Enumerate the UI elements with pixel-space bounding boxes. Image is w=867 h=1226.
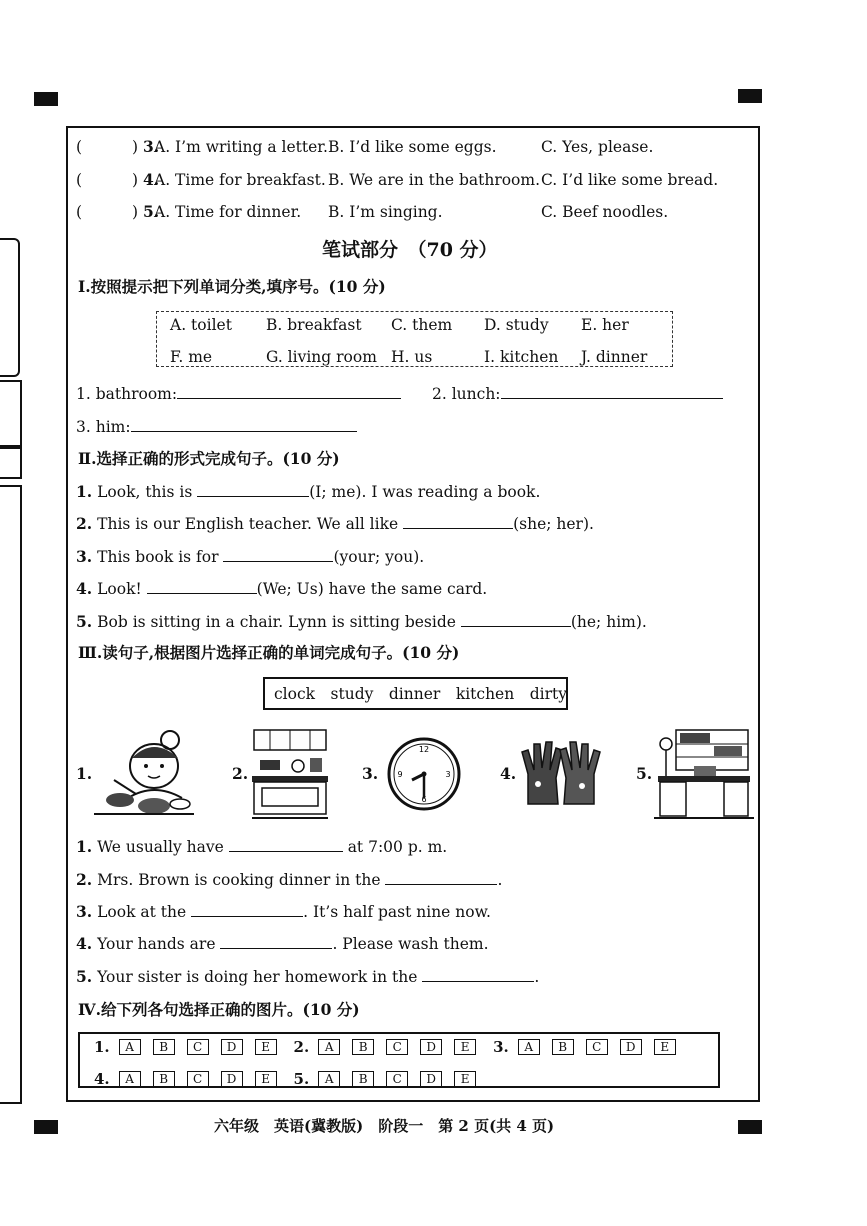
binding-bracket-1 bbox=[0, 238, 20, 377]
pic-label-1: 1. bbox=[76, 764, 93, 783]
item-text: . bbox=[497, 871, 503, 889]
classify-q2-label: 2. lunch: bbox=[432, 385, 501, 403]
item-text: (she; her). bbox=[513, 515, 594, 533]
classify-q1-label: 1. bathroom: bbox=[76, 385, 178, 403]
option-E[interactable]: E bbox=[454, 1071, 476, 1087]
sec3-item-4 bbox=[76, 934, 489, 954]
item-number: 3. bbox=[76, 902, 93, 921]
option-E[interactable]: E bbox=[255, 1039, 277, 1055]
item-text: (he; him). bbox=[570, 613, 647, 631]
paren-open: ( bbox=[76, 171, 83, 189]
item-number: 5. bbox=[76, 612, 93, 631]
item-text: This is our English teacher. We all like bbox=[97, 515, 399, 533]
pic-label-2: 2. bbox=[232, 764, 249, 783]
answer-blank[interactable] bbox=[223, 547, 333, 562]
item-text: Your hands are bbox=[97, 935, 216, 953]
item-number: 2. bbox=[76, 870, 93, 889]
item-text: Your sister is doing her homework in the bbox=[97, 968, 418, 986]
answer-blank[interactable] bbox=[131, 417, 357, 432]
listening-5-b: B. I’m singing. bbox=[328, 203, 443, 221]
listening-5-c: C. Beef noodles. bbox=[541, 203, 669, 221]
word-F: F. me bbox=[170, 348, 213, 366]
item-number: 5. bbox=[293, 1070, 310, 1088]
listening-item-3 bbox=[76, 137, 159, 157]
item-number: 4. bbox=[76, 579, 93, 598]
word-A: A. toilet bbox=[170, 316, 232, 334]
option-C[interactable]: C bbox=[386, 1039, 408, 1055]
item-text: . Please wash them. bbox=[332, 935, 489, 953]
word-choices: clock study dinner kitchen dirty bbox=[274, 685, 567, 703]
listening-4-a: A. Time for breakfast. bbox=[154, 171, 326, 189]
sec3-item-1 bbox=[76, 837, 447, 857]
option-B[interactable]: B bbox=[352, 1039, 374, 1055]
svg-text:9: 9 bbox=[397, 770, 403, 779]
section-1-title: Ⅰ.按照提示把下列单词分类,填序号。(10 分) bbox=[78, 277, 386, 296]
sec2-item-3 bbox=[76, 547, 424, 567]
option-B[interactable]: B bbox=[153, 1071, 175, 1087]
answer-blank[interactable] bbox=[403, 514, 513, 529]
answer-blank[interactable] bbox=[501, 384, 723, 399]
word-D: D. study bbox=[484, 316, 549, 334]
answer-row-1 bbox=[94, 1036, 688, 1057]
word-I: I. kitchen bbox=[484, 348, 559, 366]
sec2-item-4 bbox=[76, 579, 487, 599]
option-A[interactable]: A bbox=[119, 1071, 141, 1087]
classify-q2 bbox=[432, 384, 723, 404]
study-room-picture bbox=[654, 726, 754, 822]
paren-close: ) bbox=[131, 138, 138, 156]
item-number: 3. bbox=[76, 547, 93, 566]
answer-row-2 bbox=[94, 1068, 488, 1089]
item-text: (We; Us) have the same card. bbox=[256, 580, 488, 598]
item-text: Mrs. Brown is cooking dinner in the bbox=[97, 871, 381, 889]
item-text: We usually have bbox=[97, 838, 224, 856]
option-A[interactable]: A bbox=[518, 1039, 540, 1055]
registration-mark-top-right bbox=[738, 89, 762, 103]
classify-q1 bbox=[76, 384, 401, 404]
paren-close: ) bbox=[131, 171, 138, 189]
option-E[interactable]: E bbox=[255, 1071, 277, 1087]
item-number: 5. bbox=[76, 967, 93, 986]
listening-5-a: A. Time for dinner. bbox=[154, 203, 302, 221]
option-A[interactable]: A bbox=[119, 1039, 141, 1055]
word-G: G. living room bbox=[266, 348, 377, 366]
listening-3-b: B. I’d like some eggs. bbox=[328, 138, 497, 156]
clock-picture bbox=[386, 736, 462, 812]
option-E[interactable]: E bbox=[454, 1039, 476, 1055]
word-B: B. breakfast bbox=[266, 316, 362, 334]
item-text: (I; me). I was reading a book. bbox=[309, 483, 541, 501]
option-C[interactable]: C bbox=[586, 1039, 608, 1055]
item-text: at 7:00 p. m. bbox=[347, 838, 448, 856]
pic-label-5: 5. bbox=[636, 764, 653, 783]
written-part-title: 笔试部分 （70 分） bbox=[322, 239, 498, 261]
answer-blank[interactable] bbox=[385, 870, 497, 885]
answer-blank[interactable] bbox=[177, 384, 401, 399]
option-B[interactable]: B bbox=[352, 1071, 374, 1087]
item-number: 1. bbox=[76, 482, 93, 501]
word-H: H. us bbox=[391, 348, 433, 366]
answer-blank[interactable] bbox=[461, 612, 571, 627]
answer-blank[interactable] bbox=[197, 482, 309, 497]
item-number: 5. bbox=[142, 202, 160, 221]
section-3-title: Ⅲ.读句子,根据图片选择正确的单词完成句子。(10 分) bbox=[78, 643, 460, 662]
classify-q3-label: 3. him: bbox=[76, 418, 131, 436]
word-C: C. them bbox=[391, 316, 453, 334]
answer-blank[interactable] bbox=[220, 934, 332, 949]
option-B[interactable]: B bbox=[153, 1039, 175, 1055]
svg-text:3: 3 bbox=[445, 770, 451, 779]
option-B[interactable]: B bbox=[552, 1039, 574, 1055]
item-text: (your; you). bbox=[333, 548, 425, 566]
svg-text:12: 12 bbox=[418, 745, 430, 754]
item-number: 3. bbox=[142, 137, 160, 156]
item-number: 4. bbox=[76, 934, 93, 953]
paren-close: ) bbox=[131, 203, 138, 221]
item-text: . bbox=[534, 968, 540, 986]
item-text: This book is for bbox=[97, 548, 219, 566]
option-C[interactable]: C bbox=[187, 1039, 209, 1055]
answer-blank[interactable] bbox=[422, 967, 534, 982]
item-text: Bob is sitting in a chair. Lynn is sitting beside bbox=[97, 613, 456, 631]
registration-mark-bottom-left bbox=[34, 1120, 58, 1134]
answer-blank[interactable] bbox=[229, 837, 343, 852]
listening-3-a: A. I’m writing a letter. bbox=[154, 138, 328, 156]
option-C[interactable]: C bbox=[187, 1071, 209, 1087]
paren-open: ( bbox=[76, 138, 83, 156]
answer-blank[interactable] bbox=[147, 579, 257, 594]
answer-blank[interactable] bbox=[191, 902, 303, 917]
listening-item-4 bbox=[76, 170, 159, 190]
listening-4-c: C. I’d like some bread. bbox=[541, 171, 719, 189]
classify-q3 bbox=[76, 417, 357, 437]
svg-text:6: 6 bbox=[421, 795, 427, 804]
sec3-item-2 bbox=[76, 870, 502, 890]
sec3-item-5 bbox=[76, 967, 539, 987]
item-number: 2. bbox=[76, 514, 93, 533]
item-text: . It’s half past nine now. bbox=[303, 903, 491, 921]
option-A[interactable]: A bbox=[318, 1039, 340, 1055]
option-E[interactable]: E bbox=[654, 1039, 676, 1055]
item-text: Look at the bbox=[97, 903, 187, 921]
pic-label-4: 4. bbox=[500, 764, 517, 783]
listening-item-5 bbox=[76, 202, 159, 222]
kitchen-picture bbox=[250, 726, 330, 822]
girl-eating-dinner-picture bbox=[92, 728, 197, 820]
option-D[interactable]: D bbox=[221, 1039, 243, 1055]
option-D[interactable]: D bbox=[420, 1071, 442, 1087]
listening-3-c: C. Yes, please. bbox=[541, 138, 654, 156]
listening-4-b: B. We are in the bathroom. bbox=[328, 171, 541, 189]
item-number: 1. bbox=[94, 1038, 110, 1056]
option-A[interactable]: A bbox=[318, 1071, 340, 1087]
section-2-title: Ⅱ.选择正确的形式完成句子。(10 分) bbox=[78, 449, 340, 468]
word-J: J. dinner bbox=[581, 348, 648, 366]
dirty-hands-picture bbox=[518, 734, 604, 808]
sec3-item-3 bbox=[76, 902, 491, 922]
item-number: 2. bbox=[293, 1038, 310, 1056]
option-C[interactable]: C bbox=[386, 1071, 408, 1087]
page-footer: 六年级 英语(冀教版) 阶段一 第 2 页(共 4 页) bbox=[214, 1117, 555, 1135]
binding-bracket-4 bbox=[0, 485, 22, 1104]
sec2-item-5 bbox=[76, 612, 647, 632]
binding-bracket-2 bbox=[0, 380, 22, 449]
item-number: 3. bbox=[493, 1038, 509, 1056]
paren-open: ( bbox=[76, 203, 83, 221]
registration-mark-bottom-right bbox=[738, 1120, 762, 1134]
item-text: Look, this is bbox=[97, 483, 193, 501]
section-4-title: Ⅳ.给下列各句选择正确的图片。(10 分) bbox=[78, 1000, 360, 1019]
option-D[interactable]: D bbox=[620, 1039, 642, 1055]
registration-mark-top-left bbox=[34, 92, 58, 106]
option-D[interactable]: D bbox=[420, 1039, 442, 1055]
sec2-item-2 bbox=[76, 514, 594, 534]
sec2-item-1 bbox=[76, 482, 540, 502]
binding-bracket-3 bbox=[0, 445, 22, 479]
item-number: 4. bbox=[94, 1070, 110, 1088]
item-text: Look! bbox=[97, 580, 142, 598]
item-number: 4. bbox=[142, 170, 160, 189]
pic-label-3: 3. bbox=[362, 764, 379, 783]
word-E: E. her bbox=[581, 316, 629, 334]
item-number: 1. bbox=[76, 837, 93, 856]
option-D[interactable]: D bbox=[221, 1071, 243, 1087]
